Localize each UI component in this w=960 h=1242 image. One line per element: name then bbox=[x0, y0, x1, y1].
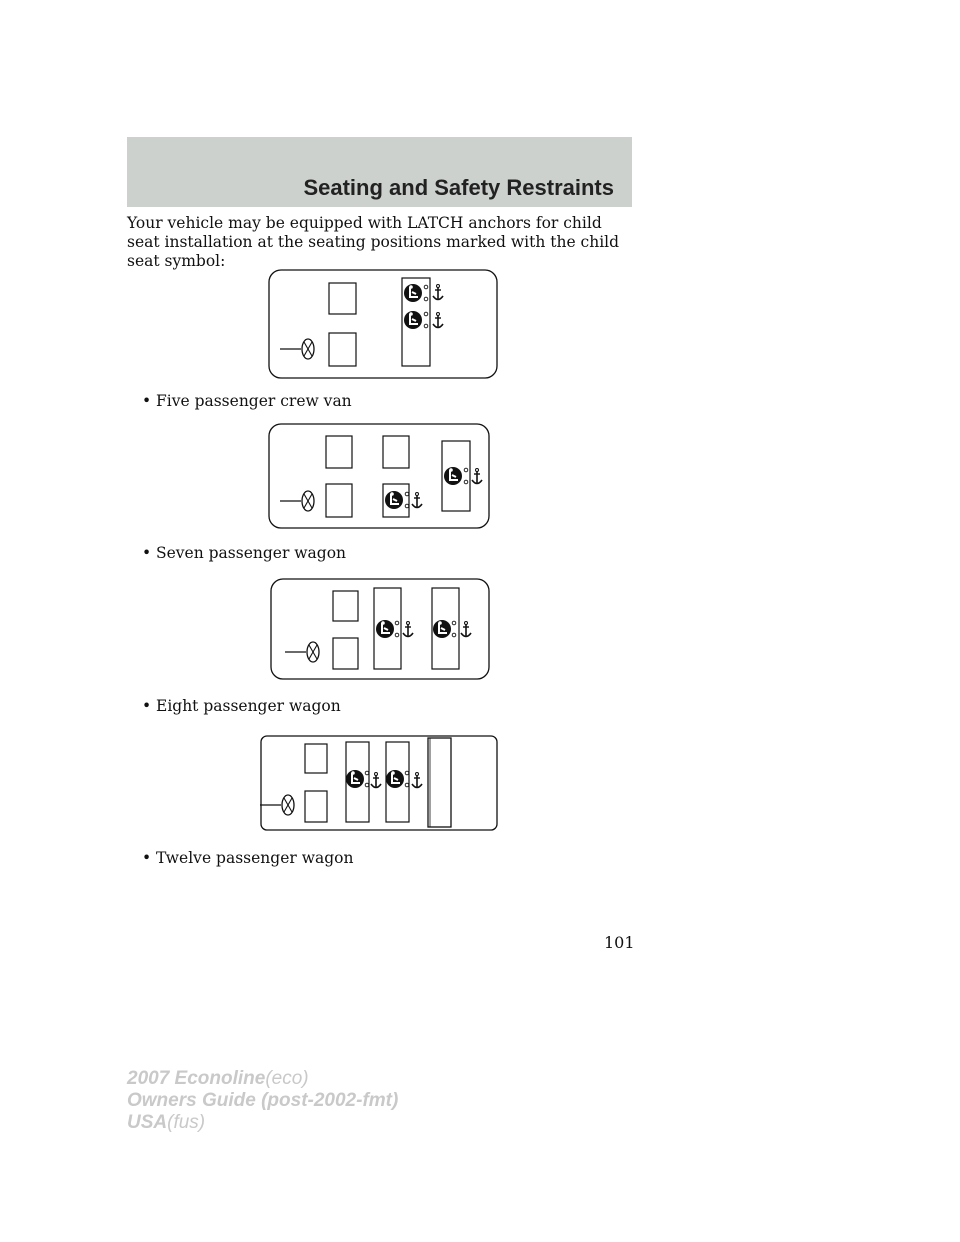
header-band bbox=[127, 137, 632, 207]
bullet: • bbox=[142, 544, 152, 562]
footer-line-market: USA(fus) bbox=[127, 1112, 206, 1133]
footer-line-guide: Owners Guide (post-2002-fmt) bbox=[127, 1090, 399, 1111]
front-passenger-seat bbox=[329, 333, 356, 366]
child-seat-icon bbox=[385, 491, 403, 509]
child-seat-icon bbox=[404, 284, 422, 302]
page-title: Seating and Safety Restraints bbox=[303, 175, 614, 200]
front-passenger-seat bbox=[326, 484, 352, 517]
front-passenger-seat bbox=[333, 638, 358, 669]
child-seat-icon bbox=[386, 770, 404, 788]
caption-text: Five passenger crew van bbox=[156, 392, 352, 410]
front-passenger-seat bbox=[305, 791, 327, 822]
child-seat-icon bbox=[346, 770, 364, 788]
driver-seat bbox=[329, 283, 356, 314]
footer-line-model: 2007 Econoline(eco) bbox=[127, 1068, 309, 1089]
seating-diagram-eight-passenger bbox=[270, 578, 492, 682]
driver-seat bbox=[333, 591, 358, 621]
document-footer bbox=[127, 1068, 398, 1134]
page-number: 101 bbox=[604, 933, 635, 952]
caption-text: Twelve passenger wagon bbox=[156, 849, 354, 867]
bullet: • bbox=[142, 392, 152, 410]
seating-diagram-seven-passenger bbox=[268, 423, 492, 531]
caption-text: Seven passenger wagon bbox=[156, 544, 347, 562]
bullet: • bbox=[142, 849, 152, 867]
seating-diagram-twelve-passenger bbox=[260, 735, 500, 833]
child-seat-icon bbox=[404, 311, 422, 329]
middle-seat-left bbox=[383, 436, 409, 468]
caption-eight-passenger bbox=[142, 697, 341, 715]
caption-five-passenger bbox=[142, 392, 352, 410]
caption-seven-passenger bbox=[142, 544, 346, 562]
intro-paragraph: Your vehicle may be equipped with LATCH anchors for child seat installation at the seating positions marked with the child seat symbol: bbox=[127, 214, 620, 270]
rear-bench-seat bbox=[428, 738, 451, 827]
child-seat-icon bbox=[433, 620, 451, 638]
caption-twelve-passenger bbox=[142, 849, 353, 867]
child-seat-icon bbox=[376, 620, 394, 638]
driver-seat bbox=[326, 436, 352, 468]
caption-text: Eight passenger wagon bbox=[156, 697, 341, 715]
driver-seat bbox=[305, 744, 327, 773]
seating-diagram-five-passenger bbox=[268, 269, 500, 381]
child-seat-icon bbox=[444, 467, 462, 485]
bullet: • bbox=[142, 697, 152, 715]
